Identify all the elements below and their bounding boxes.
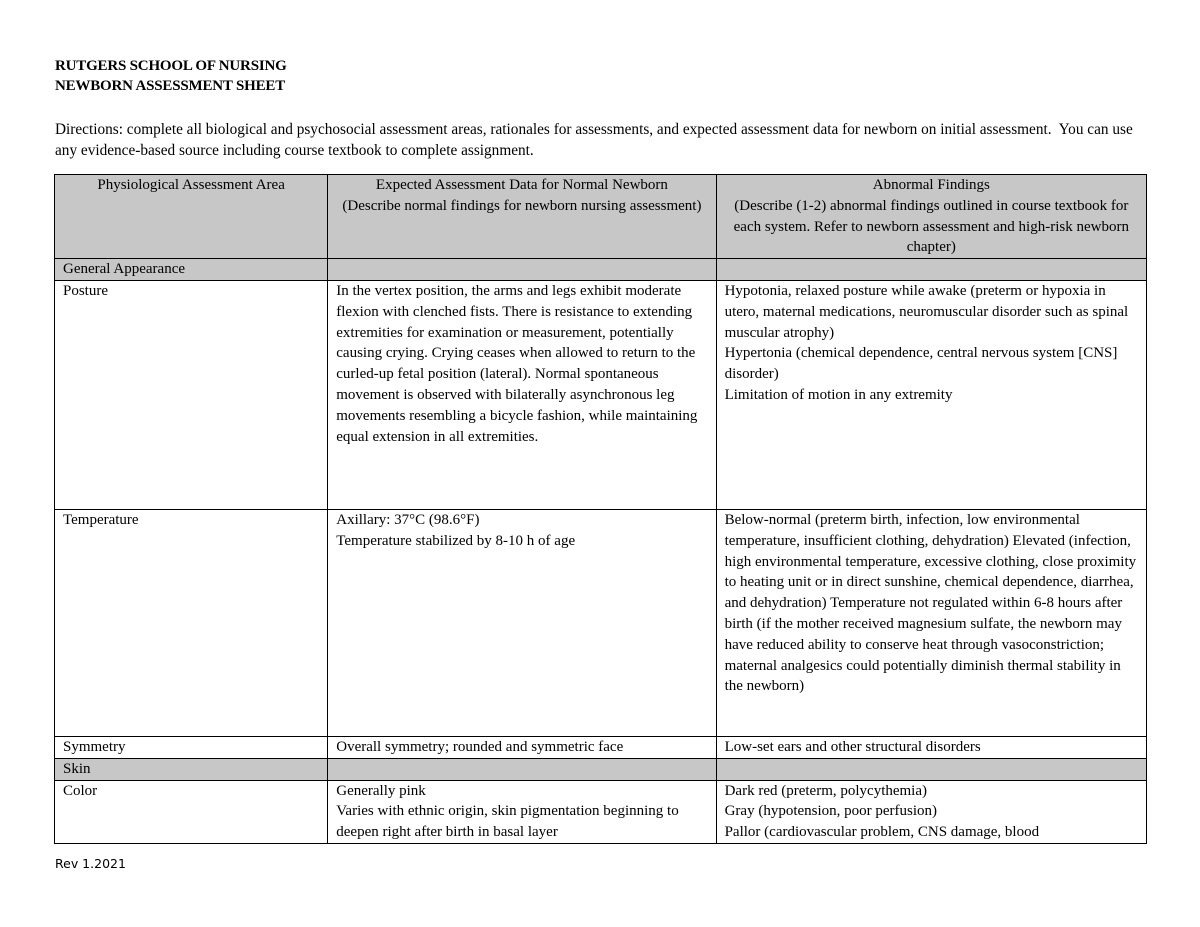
section-row-skin: [55, 758, 1147, 780]
table-row-posture: [55, 280, 1147, 509]
area-cell: Color: [55, 780, 328, 843]
area-cell: Posture: [55, 280, 328, 509]
abnormal-cell: Dark red (preterm, polycythemia) Gray (hypotension, poor perfusion) Pallor (cardiovascular problem, CNS damage, blood: [716, 780, 1146, 843]
school-name: RUTGERS SCHOOL OF NURSING: [55, 58, 287, 74]
revision-footer: Rev 1.2021: [55, 856, 126, 871]
table-row-symmetry: [55, 736, 1147, 758]
abnormal-cell: Below-normal (preterm birth, infection, low environmental temperature, insufficient clothing, dehydration) Elevated (infection, high environmental temperature, excessive clothing, close proximity to heating unit or in direct sunshine, chemical dependence, diarrhea, and dehydration) Temperature not regulated within 6-8 hours after birth (if the mother received magnesium sulfate, the newborn may have reduced ability to conserve heat through vasoconstriction; maternal analgesics could potentially diminish thermal stability in the newborn): [716, 509, 1146, 736]
assessment-table: [54, 174, 1147, 844]
expected-cell: Generally pink Varies with ethnic origin, skin pigmentation beginning to deepen right after birth in basal layer: [328, 780, 716, 843]
section-label: General Appearance: [55, 259, 328, 281]
table-row-color: [55, 780, 1147, 843]
document-heading: [55, 56, 287, 96]
abnormal-cell: Hypotonia, relaxed posture while awake (preterm or hypoxia in utero, maternal medications, neuromuscular disorder such as spinal muscular atrophy) Hypertonia (chemical dependence, central nervous system [CNS] disorder) Limitation of motion in any extremity: [716, 280, 1146, 509]
column-header-abnormal: Abnormal Findings (Describe (1-2) abnormal findings outlined in course textbook for each system. Refer to newborn assessment and high-risk newborn chapter): [716, 175, 1146, 259]
section-empty-cell: [716, 259, 1146, 281]
section-empty-cell: [328, 758, 716, 780]
table-header-row: [55, 175, 1147, 259]
section-empty-cell: [716, 758, 1146, 780]
table-row-temperature: [55, 509, 1147, 736]
sheet-title: NEWBORN ASSESSMENT SHEET: [55, 78, 286, 94]
section-empty-cell: [328, 259, 716, 281]
column-header-area: Physiological Assessment Area: [55, 175, 328, 259]
directions-text: Directions: complete all biological and psychosocial assessment areas, rationales for assessments, and expected assessment data for newborn on initial assessment. You can use any evidence-based source including course textbook to complete assignment.: [55, 121, 1137, 159]
section-label: Skin: [55, 758, 328, 780]
abnormal-cell: Low-set ears and other structural disorders: [716, 736, 1146, 758]
expected-cell: In the vertex position, the arms and legs exhibit moderate flexion with clenched fists. There is resistance to extending extremities for examination or measurement, potentially causing crying. Crying ceases when allowed to return to the curled-up fetal position (lateral). Normal spontaneous movement is observed with bilaterally asynchronous leg movements resembling a bicycle fashion, while maintaining equal extension in all extremities.: [328, 280, 716, 509]
section-row-general-appearance: [55, 259, 1147, 281]
column-header-expected: Expected Assessment Data for Normal Newborn (Describe normal findings for newborn nursing assessment): [328, 175, 716, 259]
area-cell: Symmetry: [55, 736, 328, 758]
expected-cell: Axillary: 37°C (98.6°F) Temperature stabilized by 8-10 h of age: [328, 509, 716, 736]
expected-cell: Overall symmetry; rounded and symmetric face: [328, 736, 716, 758]
area-cell: Temperature: [55, 509, 328, 736]
